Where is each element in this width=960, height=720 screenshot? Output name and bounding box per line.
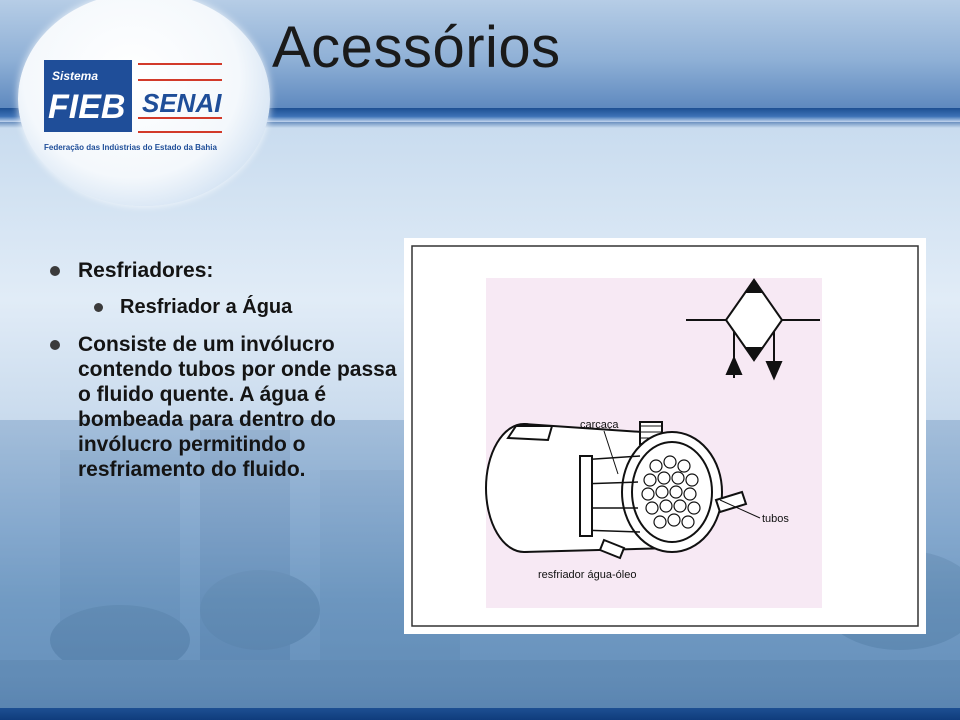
bullet-list bbox=[44, 258, 404, 494]
logo-tagline-text: Federação das Indústrias do Estado da Bahia bbox=[44, 143, 217, 152]
fieb-senai-logo bbox=[44, 56, 244, 156]
cooler-figure bbox=[404, 238, 926, 634]
bullet-dot-icon bbox=[50, 266, 60, 276]
bullet-text: Resfriador a Água bbox=[120, 296, 293, 318]
bullet-dot-icon bbox=[94, 303, 103, 312]
bullet-text: Resfriadores: bbox=[78, 259, 214, 282]
bullet-item bbox=[44, 332, 404, 482]
logo-fieb-text: FIEB bbox=[48, 88, 126, 126]
figure-caption: resfriador água-óleo bbox=[538, 569, 637, 581]
footer-band bbox=[0, 708, 960, 720]
bullet-dot-icon bbox=[50, 340, 60, 350]
bullet-text: Consiste de um invólucro contendo tubos por onde passa o fluido quente. A água é bombeada para dentro do invólucro permitindo o resfriamento do fluido. bbox=[78, 333, 397, 481]
slide-title: Acessórios bbox=[272, 15, 561, 80]
logo-sistema-text: Sistema bbox=[52, 69, 99, 83]
logo-senai-text: SENAI bbox=[142, 88, 222, 118]
bullet-item bbox=[44, 295, 404, 320]
label-tubos: tubos bbox=[762, 513, 789, 525]
cooler-illustration bbox=[404, 238, 926, 634]
bullet-item bbox=[44, 258, 404, 283]
label-carcaca: carcaça bbox=[580, 419, 619, 431]
